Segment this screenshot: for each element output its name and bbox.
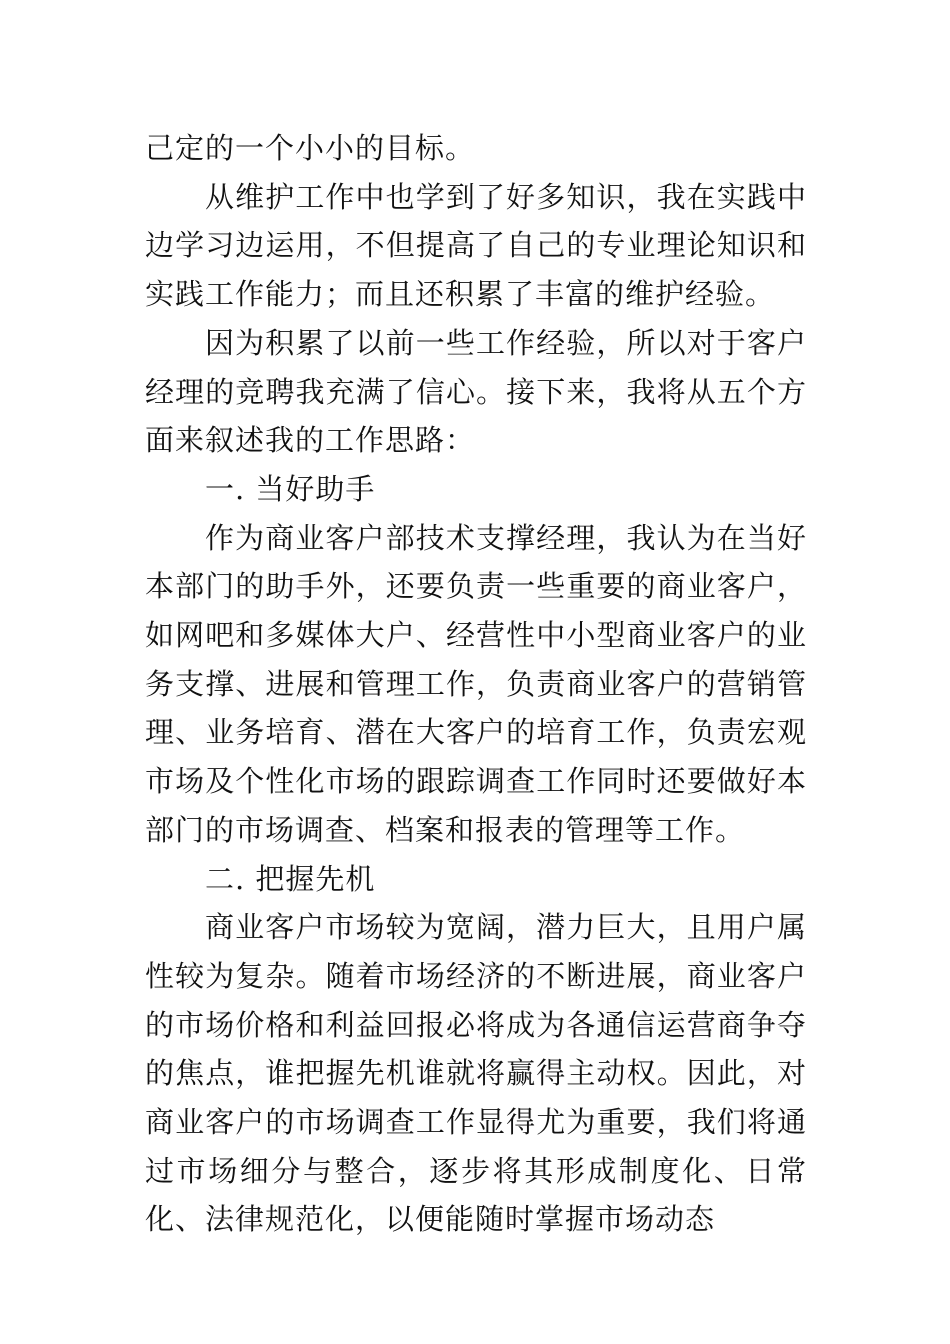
section-heading-1: 一. 当好助手 — [205, 471, 376, 506]
document-body — [145, 124, 807, 1244]
paragraph-3: 因为积累了以前一些工作经验，所以对于客户经理的竞聘我充满了信心。接下来，我将从五个方面来叙述我的工作思路： — [145, 325, 807, 458]
section-heading-2: 二. 把握先机 — [205, 861, 376, 896]
paragraph-4: 作为商业客户部技术支撑经理，我认为在当好本部门的助手外，还要负责一些重要的商业客户，如网吧和多媒体大户、经营性中小型商业客户的业务支撑、进展和管理工作，负责商业客户的营销管理、业务培育、潜在大客户的培育工作，负责宏观市场及个性化市场的跟踪调查工作同时还要做好本部门的市场调查、档案和报表的管理等工作。 — [145, 520, 807, 847]
paragraph-1: 己定的一个小小的目标。 — [145, 131, 476, 165]
paragraph-5: 商业客户市场较为宽阔，潜力巨大，且用户属性较为复杂。随着市场经济的不断进展，商业客户的市场价格和利益回报必将成为各通信运营商争夺的焦点，谁把握先机谁就将赢得主动权。因此，对商业客户的市场调查工作显得尤为重要，我们将通过市场细分与整合，逐步将其形成制度化、日常化、法律规范化，以便能随时掌握市场动态 — [145, 910, 807, 1237]
paragraph-2: 从维护工作中也学到了好多知识，我在实践中边学习边运用，不但提高了自己的专业理论知识和实践工作能力；而且还积累了丰富的维护经验。 — [145, 179, 807, 312]
